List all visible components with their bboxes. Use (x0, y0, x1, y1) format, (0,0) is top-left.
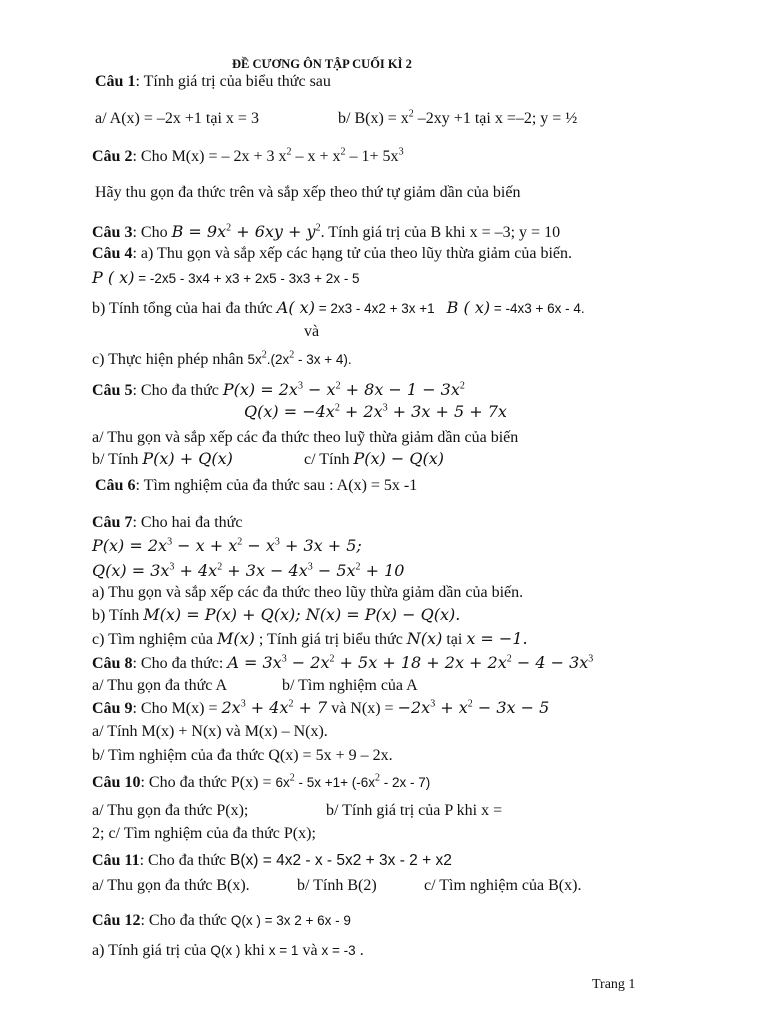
q7-heading: Câu 7: Cho hai đa thức (92, 514, 243, 531)
q1-heading (95, 72, 331, 92)
q12-heading: Câu 12: Cho đa thức Q(x ) = 3x 2 + 6x - 9 (92, 912, 351, 929)
q11-part-b: b/ Tính B(2) (297, 877, 377, 894)
q2-instruction: Hãy thu gọn đa thức trên và sắp xếp theo thứ tự giảm dần của biến (95, 184, 521, 201)
q4-and: và (304, 323, 320, 340)
q8-part-a: a/ Thu gọn đa thức A (92, 677, 228, 694)
q9-part-a: a/ Tính M(x) + N(x) và M(x) – N(x). (92, 723, 328, 740)
q4-p-poly: P ( x) = -2x5 - 3x4 + x3 + 2x5 - 3x3 + 2x - 5 (92, 268, 360, 287)
q7-q-poly: $Q(x) = 3x^3 + 4x^2 + 3x - 4x^3 - 5x^2 + 10$ (92, 561, 405, 580)
q1-prompt: : Tính giá trị của biểu thức sau (135, 73, 331, 90)
q11-part-c: c/ Tìm nghiệm của B(x). (424, 877, 582, 894)
q7-part-b: b) Tính M(x) = P(x) + Q(x); N(x) = P(x) − Q(x). (92, 605, 461, 624)
q7-part-c: c) Tìm nghiệm của M(x) ; Tính giá trị biểu thức N(x) tại x = −1. (92, 629, 528, 648)
q2-heading: Câu 2: Cho M(x) = – 2x + 3 $x^2 - x + x^2 - 1+ 5x^3$ (92, 146, 404, 165)
q1-part-b: b/ $B(x) = x^2$ –2xy +1 tại x =–2; y = ½ (338, 108, 578, 127)
q5-part-a: a/ Thu gọn và sắp xếp các đa thức theo luỹ thừa giảm dần của biến (92, 429, 519, 446)
q12-label: Câu 12 (92, 912, 141, 929)
q1-part-a: a/ A(x) = –2x +1 tại x = 3 (95, 110, 259, 127)
q7-part-a: a) Thu gọn và sắp xếp các đa thức theo lũy thừa giảm dần của biến. (92, 584, 524, 601)
q10-label: Câu 10 (92, 774, 141, 791)
q11-heading: Câu 11: Cho đa thức B(x) = 4x2 - x - 5x2 + 3x - 2 + x2 (92, 852, 452, 869)
q10-part-a: a/ Thu gọn đa thức P(x); (92, 802, 249, 819)
q10-heading: Câu 10: Cho đa thức $P(x) = 6x^2 - 5x +1+ (-6x^2 - 2x - 7)$ (92, 772, 431, 791)
q5-q-poly: $Q(x) = -4x^2 + 2x^3 + 3x + 5 + 7x$ (244, 402, 507, 421)
q7-p-poly: $P(x) = 2x^3 - x + x^2 - x^3 + 3x + 5$; (92, 536, 362, 555)
q11-part-a: a/ Thu gọn đa thức B(x). (92, 877, 250, 894)
q8-part-b: b/ Tìm nghiệm của A (282, 677, 418, 694)
q9-label: Câu 9 (92, 700, 133, 717)
q2-label: Câu 2 (92, 148, 133, 165)
q4-part-c: c) Thực hiện phép nhân $5x^2.(2x^2 - 3x + 4)$. (92, 349, 352, 368)
q5-label: Câu 5 (92, 382, 133, 399)
q5-part-c: c/ Tính P(x) − Q(x) (304, 449, 444, 468)
q7-label: Câu 7 (92, 514, 133, 531)
q4-label: Câu 4 (92, 245, 133, 262)
page-number: Trang 1 (592, 977, 636, 992)
q9-part-b: b/ Tìm nghiệm của đa thức Q(x) = 5x + 9 – 2x. (92, 747, 393, 764)
document-title: ĐỀ CƯƠNG ÔN TẬP CUỐI KÌ 2 (232, 57, 412, 71)
q6-label: Câu 6 (95, 477, 136, 494)
q4-heading: Câu 4: a) Thu gọn và sắp xếp các hạng tử của theo lũy thừa giảm của biến. (92, 245, 573, 262)
q8-label: Câu 8 (92, 655, 133, 672)
q1-label: Câu 1 (95, 73, 136, 90)
q6-heading: Câu 6: Tìm nghiệm của đa thức sau : A(x) = 5x -1 (95, 477, 418, 494)
q3-label: Câu 3 (92, 224, 133, 241)
q8-heading: Câu 8: Cho đa thức: $A = 3x^3 - 2x^2 + 5x + 18 + 2x + 2x^2 - 4 - 3x^3$ (92, 653, 594, 672)
q9-heading: Câu 9: Cho $M(x) = 2x^3 + 4x^2 + 7$ và $N(x) = -2x^3 + x^2 - 3x - 5$ (92, 698, 550, 717)
q5-heading: Câu 5: Cho đa thức $P(x) = 2x^3 - x^2 + 8x - 1 - 3x^2$ (92, 380, 465, 399)
q3-heading: Câu 3: Cho $B = 9x^2 + 6xy + y^2$. Tính giá trị của B khi x = –3; y = 10 (92, 222, 561, 241)
q10-part-b: b/ Tính giá trị của P khi x = (326, 802, 503, 819)
q5-part-b: b/ Tính P(x) + Q(x) (92, 449, 233, 468)
q10-part-c: 2; c/ Tìm nghiệm của đa thức P(x); (92, 825, 316, 842)
q12-part-a: a) Tính giá trị của Q(x ) khi x = 1 và x = -3 . (92, 942, 364, 959)
q4-part-b: b) Tính tổng của hai đa thức A( x) = 2x3 - 4x2 + 3x +1 B ( x) = -4x3 + 6x - 4. (92, 298, 585, 317)
q11-label: Câu 11 (92, 852, 140, 869)
